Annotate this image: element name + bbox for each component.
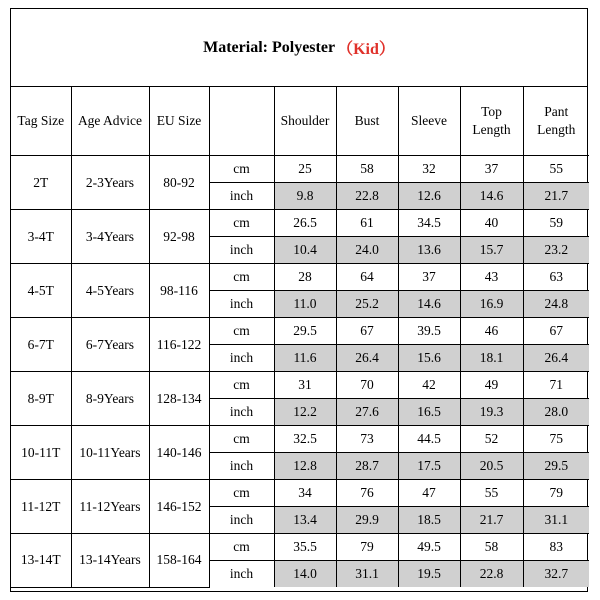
chart-title <box>11 9 587 87</box>
cm-value-cell: 73 <box>336 426 398 453</box>
age-advice-cell: 4-5Years <box>71 264 149 318</box>
cm-value-cell: 63 <box>523 264 589 291</box>
inch-value-cell: 15.7 <box>460 237 523 264</box>
cm-value-cell: 59 <box>523 210 589 237</box>
cm-value-cell: 26.5 <box>274 210 336 237</box>
cm-value-cell: 37 <box>398 264 460 291</box>
cm-value-cell: 39.5 <box>398 318 460 345</box>
cm-value-cell: 47 <box>398 480 460 507</box>
inch-value-cell: 31.1 <box>523 507 589 534</box>
eu-size-cell: 146-152 <box>149 480 209 534</box>
inch-value-cell: 12.8 <box>274 453 336 480</box>
header-unit <box>209 87 274 156</box>
unit-inch-cell: inch <box>209 291 274 318</box>
unit-cm-cell: cm <box>209 480 274 507</box>
cm-value-cell: 55 <box>460 480 523 507</box>
cm-value-cell: 71 <box>523 372 589 399</box>
inch-value-cell: 19.3 <box>460 399 523 426</box>
unit-inch-cell: inch <box>209 183 274 210</box>
material-label: Material: Polyester <box>203 38 336 56</box>
unit-cm-cell: cm <box>209 372 274 399</box>
header-tag-size: Tag Size <box>11 87 71 156</box>
eu-size-cell: 116-122 <box>149 318 209 372</box>
table-row-cm <box>11 372 589 399</box>
inch-value-cell: 15.6 <box>398 345 460 372</box>
tag-size-cell: 13-14T <box>11 534 71 588</box>
cm-value-cell: 58 <box>460 534 523 561</box>
unit-cm-cell: cm <box>209 264 274 291</box>
inch-value-cell: 32.7 <box>523 561 589 588</box>
cm-value-cell: 43 <box>460 264 523 291</box>
inch-value-cell: 28.0 <box>523 399 589 426</box>
unit-inch-cell: inch <box>209 507 274 534</box>
table-body <box>11 156 589 588</box>
unit-inch-cell: inch <box>209 345 274 372</box>
inch-value-cell: 25.2 <box>336 291 398 318</box>
cm-value-cell: 44.5 <box>398 426 460 453</box>
cm-value-cell: 67 <box>336 318 398 345</box>
size-chart <box>10 8 588 592</box>
table-row-cm <box>11 156 589 183</box>
table-row-cm <box>11 480 589 507</box>
inch-value-cell: 24.8 <box>523 291 589 318</box>
cm-value-cell: 52 <box>460 426 523 453</box>
unit-inch-cell: inch <box>209 237 274 264</box>
cm-value-cell: 61 <box>336 210 398 237</box>
header-pant-length-line2: Length <box>537 122 576 137</box>
cm-value-cell: 55 <box>523 156 589 183</box>
table-row-cm <box>11 264 589 291</box>
cm-value-cell: 46 <box>460 318 523 345</box>
age-advice-cell: 11-12Years <box>71 480 149 534</box>
header-top-length-line1: Top <box>481 104 502 119</box>
header-row <box>11 87 589 156</box>
inch-value-cell: 12.6 <box>398 183 460 210</box>
header-pant-length-line1: Pant <box>544 104 569 119</box>
inch-value-cell: 21.7 <box>460 507 523 534</box>
cm-value-cell: 29.5 <box>274 318 336 345</box>
inch-value-cell: 31.1 <box>336 561 398 588</box>
tag-size-cell: 6-7T <box>11 318 71 372</box>
cm-value-cell: 70 <box>336 372 398 399</box>
unit-inch-cell: inch <box>209 399 274 426</box>
cm-value-cell: 64 <box>336 264 398 291</box>
inch-value-cell: 26.4 <box>336 345 398 372</box>
inch-value-cell: 18.1 <box>460 345 523 372</box>
cm-value-cell: 83 <box>523 534 589 561</box>
tag-size-cell: 11-12T <box>11 480 71 534</box>
inch-value-cell: 14.6 <box>460 183 523 210</box>
unit-inch-cell: inch <box>209 561 274 588</box>
table-row-cm <box>11 318 589 345</box>
unit-cm-cell: cm <box>209 210 274 237</box>
inch-value-cell: 22.8 <box>336 183 398 210</box>
inch-value-cell: 16.5 <box>398 399 460 426</box>
tag-size-cell: 8-9T <box>11 372 71 426</box>
inch-value-cell: 11.6 <box>274 345 336 372</box>
header-age-advice: Age Advice <box>71 87 149 156</box>
header-bust: Bust <box>336 87 398 156</box>
cm-value-cell: 34 <box>274 480 336 507</box>
eu-size-cell: 158-164 <box>149 534 209 588</box>
inch-value-cell: 14.6 <box>398 291 460 318</box>
header-sleeve: Sleeve <box>398 87 460 156</box>
inch-value-cell: 10.4 <box>274 237 336 264</box>
inch-value-cell: 28.7 <box>336 453 398 480</box>
inch-value-cell: 27.6 <box>336 399 398 426</box>
cm-value-cell: 58 <box>336 156 398 183</box>
header-pant-length <box>523 87 589 156</box>
tag-size-cell: 10-11T <box>11 426 71 480</box>
inch-value-cell: 20.5 <box>460 453 523 480</box>
inch-value-cell: 19.5 <box>398 561 460 588</box>
cm-value-cell: 34.5 <box>398 210 460 237</box>
table-row-cm <box>11 534 589 561</box>
cm-value-cell: 42 <box>398 372 460 399</box>
inch-value-cell: 21.7 <box>523 183 589 210</box>
cm-value-cell: 37 <box>460 156 523 183</box>
cm-value-cell: 79 <box>336 534 398 561</box>
header-top-length-line2: Length <box>472 122 511 137</box>
eu-size-cell: 92-98 <box>149 210 209 264</box>
inch-value-cell: 24.0 <box>336 237 398 264</box>
inch-value-cell: 9.8 <box>274 183 336 210</box>
eu-size-cell: 140-146 <box>149 426 209 480</box>
unit-cm-cell: cm <box>209 318 274 345</box>
size-table <box>11 87 589 588</box>
cm-value-cell: 79 <box>523 480 589 507</box>
inch-value-cell: 12.2 <box>274 399 336 426</box>
inch-value-cell: 22.8 <box>460 561 523 588</box>
unit-cm-cell: cm <box>209 426 274 453</box>
age-advice-cell: 6-7Years <box>71 318 149 372</box>
inch-value-cell: 14.0 <box>274 561 336 588</box>
cm-value-cell: 32 <box>398 156 460 183</box>
inch-value-cell: 23.2 <box>523 237 589 264</box>
table-row-cm <box>11 210 589 237</box>
age-advice-cell: 8-9Years <box>71 372 149 426</box>
unit-cm-cell: cm <box>209 156 274 183</box>
inch-value-cell: 16.9 <box>460 291 523 318</box>
age-advice-cell: 13-14Years <box>71 534 149 588</box>
age-advice-cell: 3-4Years <box>71 210 149 264</box>
inch-value-cell: 13.4 <box>274 507 336 534</box>
header-eu-size: EU Size <box>149 87 209 156</box>
eu-size-cell: 98-116 <box>149 264 209 318</box>
cm-value-cell: 75 <box>523 426 589 453</box>
age-advice-cell: 10-11Years <box>71 426 149 480</box>
inch-value-cell: 29.9 <box>336 507 398 534</box>
inch-value-cell: 17.5 <box>398 453 460 480</box>
cm-value-cell: 25 <box>274 156 336 183</box>
inch-value-cell: 13.6 <box>398 237 460 264</box>
unit-inch-cell: inch <box>209 453 274 480</box>
inch-value-cell: 18.5 <box>398 507 460 534</box>
inch-value-cell: 29.5 <box>523 453 589 480</box>
age-advice-cell: 2-3Years <box>71 156 149 210</box>
eu-size-cell: 128-134 <box>149 372 209 426</box>
cm-value-cell: 49.5 <box>398 534 460 561</box>
cm-value-cell: 67 <box>523 318 589 345</box>
kid-tag: （Kid） <box>337 41 395 58</box>
cm-value-cell: 32.5 <box>274 426 336 453</box>
cm-value-cell: 28 <box>274 264 336 291</box>
cm-value-cell: 76 <box>336 480 398 507</box>
tag-size-cell: 4-5T <box>11 264 71 318</box>
tag-size-cell: 2T <box>11 156 71 210</box>
unit-cm-cell: cm <box>209 534 274 561</box>
inch-value-cell: 11.0 <box>274 291 336 318</box>
cm-value-cell: 40 <box>460 210 523 237</box>
table-row-cm <box>11 426 589 453</box>
header-shoulder: Shoulder <box>274 87 336 156</box>
tag-size-cell: 3-4T <box>11 210 71 264</box>
cm-value-cell: 31 <box>274 372 336 399</box>
inch-value-cell: 26.4 <box>523 345 589 372</box>
eu-size-cell: 80-92 <box>149 156 209 210</box>
cm-value-cell: 35.5 <box>274 534 336 561</box>
header-top-length <box>460 87 523 156</box>
cm-value-cell: 49 <box>460 372 523 399</box>
